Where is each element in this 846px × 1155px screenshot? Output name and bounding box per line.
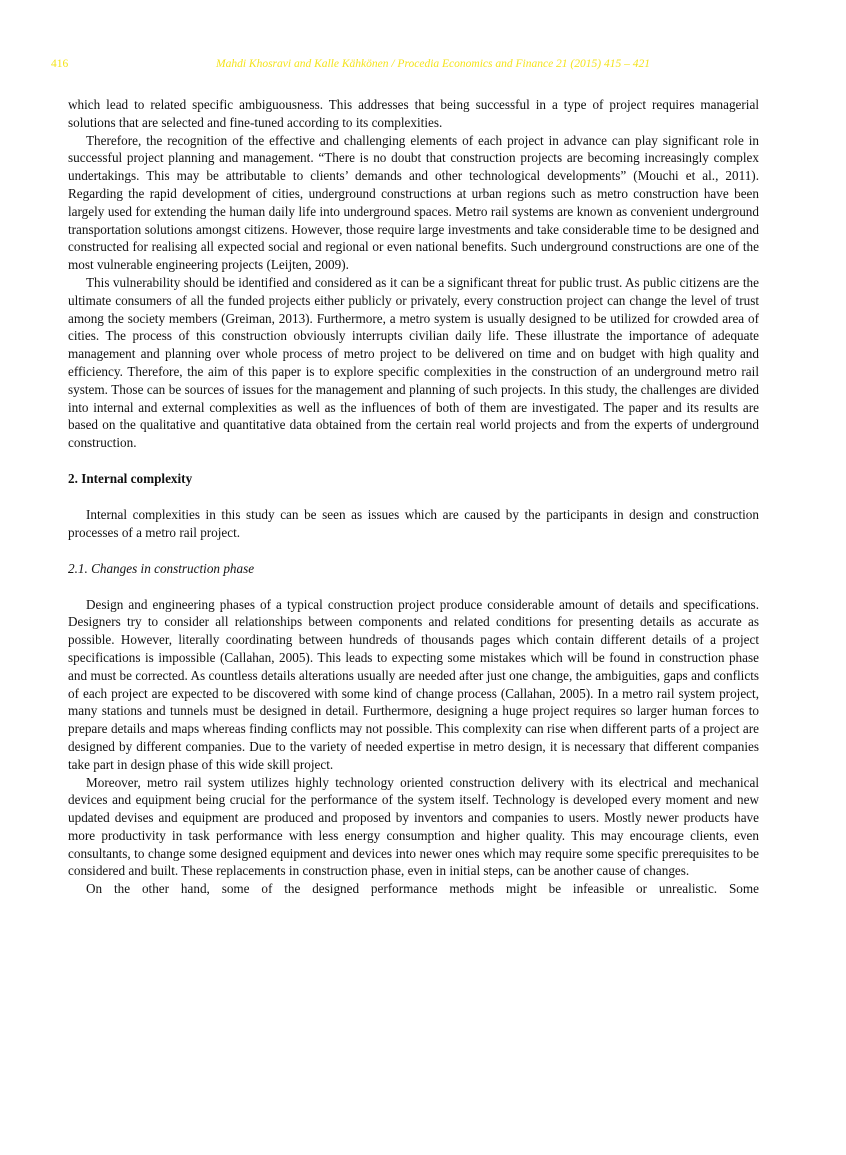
paragraph-truncated: On the other hand, some of the designed performance methods might be infeasible or unrealistic. Some [86,881,759,897]
paragraph: Internal complexities in this study can be seen as issues which are caused by the participants in design and construction processes of a metro rail project. [68,506,759,540]
paragraph: Design and engineering phases of a typical construction project produce considerable amount of details and specifications. Designers try to consider all relationships between components and related conditions for presenting details as accurate as possible. However, literally coordinating between hundreds of thousands pages which contain different details of a project specifications is impossible (Callahan, 2005). This leads to expecting some mistakes which will be found in construction phase and must be corrected. As countless details alterations usually are needed after just one change, the ambiguities, gaps and conflicts of each project are expected to be discovered with some kind of change process (Callahan, 2005). In a metro rail system project, many stations and tunnels must be designed in detail. Furthermore, designing a huge project requires so larger human forces to prepare details and maps whereas finding conflicts may not possible. This complexity can rise when different parts of a project are designed by different companies. Due to the variety of needed expertise in metro design, it is necessary that different companies take part in design phase of this wide skill project. [68,596,759,772]
page-number: 416 [51,58,69,70]
paragraph-continuation: which lead to related specific ambiguousness. This addresses that being successful in a type of project requires managerial solutions that are selected and fine-tuned according to its complexities. [68,97,759,130]
paragraph: Therefore, the recognition of the effective and challenging elements of each project in advance can play significant role in successful project planning and management. “There is no doubt that construction projects are becoming increasingly complex undertakings. This may be attributable to clients’ demands and other technological developments” (Mouchi et al., 2011). Regarding the rapid development of cities, underground constructions at urban regions such as metro construction have been largely used for extending the human daily life into underground spaces. Metro rail systems are known as convenient underground transportation solutions amongst citizens. However, those require large investments and take considerable time to be designed and constructed for realising all expected social and regional or even national benefits. Such underground constructions are one of the most vulnerable engineering projects (Leijten, 2009). [68,132,759,273]
paragraph: This vulnerability should be identified and considered as it can be a significant threat for public trust. As public citizens are the ultimate consumers of all the funded projects either publicly or privately, every construction project can change the level of trust among the society members (Greiman, 2013). Furthermore, a metro system is usually designed to be utilized for crowded area of cities. The process of this construction obviously interrupts civilian daily life. These illustrate the importance of adequate management and planning over whole process of metro project to be delivered on time and on budget with high quality and efficiency. Therefore, the aim of this paper is to explore specific complexities in the construction of an underground metro rail system. Those can be sources of issues for the management and planning of such projects. In this study, the challenges are divided into internal and external complexities as well as the influences of both of them are investigated. The paper and its results are based on the qualitative and quantitative data obtained from the certain real world projects and from the experts of underground construction. [68,274,759,451]
paragraph: Moreover, metro rail system utilizes highly technology oriented construction delivery with its electrical and mechanical devices and equipment being crucial for the performance of the system itself. Technology is developed every moment and new updated devises and equipment are produced and proposed by inventors and companies to users. Mostly newer products have more productivity in task performance with less energy consumption and higher quality. This may encourage clients, even consultants, to change some designed equipment and devices into newer ones which may require some specific prerequisites to be considered and built. These replacements in construction phase, even in initial steps, can be another cause of changes. [68,774,759,879]
article-body [68,96,759,898]
running-title: Mahdi Khosravi and Kalle Kähkönen / Procedia Economics and Finance 21 (2015) 415 – 421 [216,58,650,70]
running-header [0,58,846,74]
section-heading: 2. Internal complexity [68,470,193,486]
subsection-heading: 2.1. Changes in construction phase [68,560,255,576]
